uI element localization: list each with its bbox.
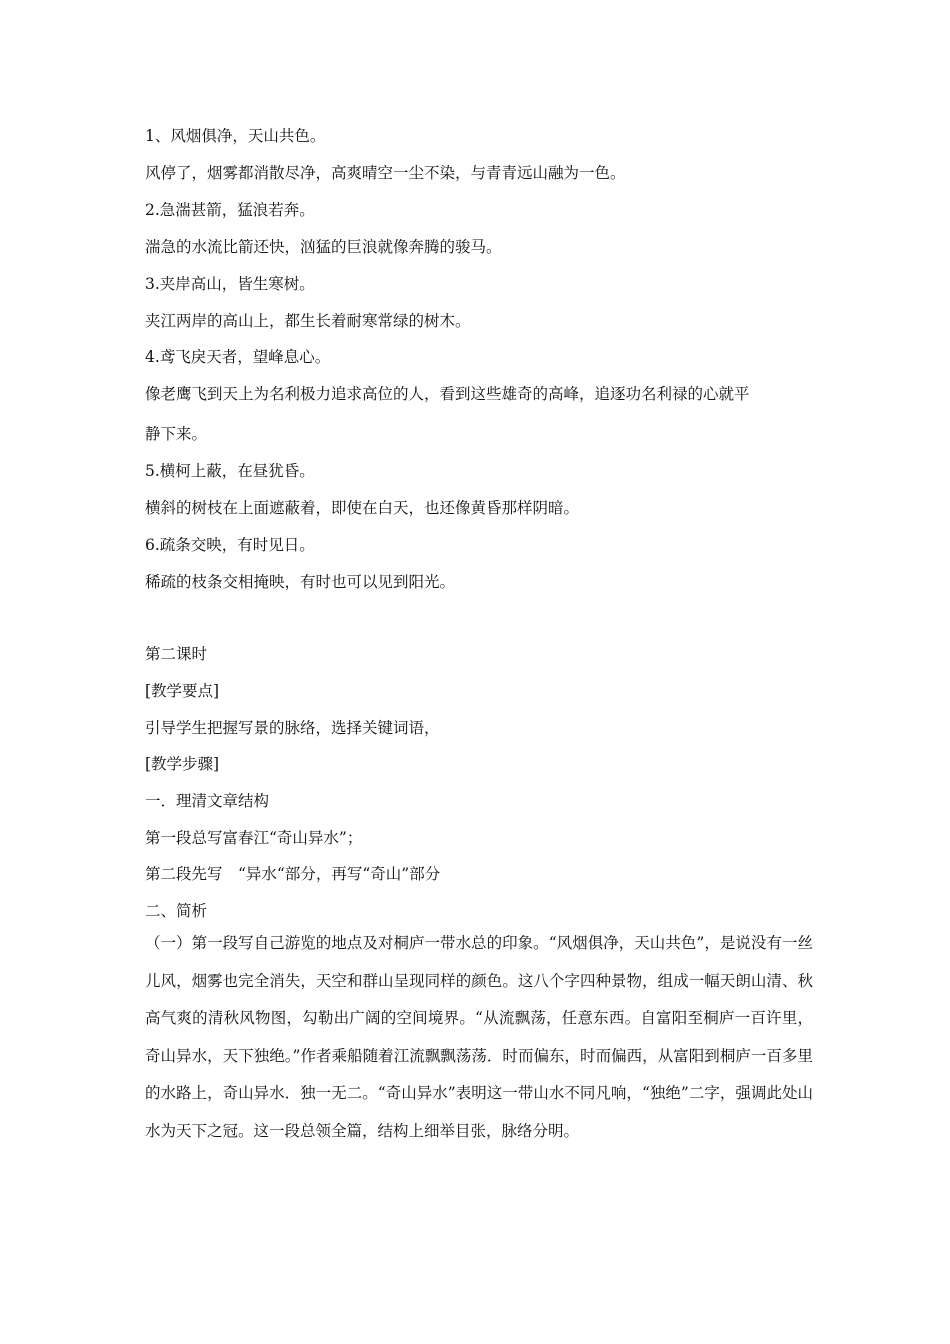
translation-4-part2: 静下来。 — [145, 425, 208, 443]
step2-heading: 二、简析 — [145, 902, 208, 920]
translation-4-part1: 像老鹰飞到天上为名利极力追求高位的人，看到这些雄奇的高峰，追逐功名利禄的心就平 — [145, 385, 750, 403]
key-points-heading: [教学要点] — [145, 682, 220, 700]
sentence-6: 6.疏条交映，有时见日。 — [145, 536, 315, 554]
translation-2: 湍急的水流比箭还快，汹猛的巨浪就像奔腾的骏马。 — [145, 238, 502, 256]
sentence-1: 1、风烟俱净，天山共色。 — [145, 127, 326, 145]
translation-6: 稀疏的枝条交相掩映，有时也可以见到阳光。 — [145, 573, 456, 591]
translation-5: 横斜的树枝在上面遮蔽着，即使在白天，也还像黄昏那样阴暗。 — [145, 499, 580, 517]
step1-heading: 一．理清文章结构 — [145, 792, 270, 810]
translation-1: 风停了，烟雾都消散尽净，高爽晴空一尘不染，与青青远山融为一色。 — [145, 164, 626, 182]
step1-line1: 第一段总写富春江“奇山异水”； — [145, 829, 363, 847]
lesson-title: 第二课时 — [145, 645, 208, 663]
analysis-paragraph: （一）第一段写自己游览的地点及对桐庐一带水总的印象。“风烟俱净，天山共色”，是说没有一丝儿风，烟雾也完全消失，天空和群山呈现同样的颜色。这八个字四种景物，组成一幅天朗山清、秋高气爽的清秋风物图，勾勒出广阔的空间境界。“从流飘荡，任意东西。自富阳至桐庐一百许里，奇山异水，天下独绝。”作者乘船随着江流飘飘荡荡．时而偏东，时而偏西，从富阳到桐庐一百多里的水路上，奇山异水．独一无二。“奇山异水”表明这一带山水不同凡响，“独绝”二字，强调此处山水为天下之冠。这一段总领全篇，结构上细举目张，脉络分明。 — [145, 934, 813, 1140]
sentence-2: 2.急湍甚箭，猛浪若奔。 — [145, 201, 315, 219]
steps-heading: [教学步骤] — [145, 755, 220, 773]
key-points-text: 引导学生把握写景的脉络，选择关键词语， — [145, 719, 440, 737]
sentence-3: 3.夹岸高山，皆生寒树。 — [145, 275, 315, 293]
sentence-5: 5.横柯上蔽，在昼犹昏。 — [145, 462, 315, 480]
step1-line2: 第二段先写 “异水“部分，再写“奇山”部分 — [145, 865, 441, 883]
sentence-4: 4.鸢飞戾天者，望峰息心。 — [145, 348, 331, 366]
translation-3: 夹江两岸的高山上，都生长着耐寒常绿的树木。 — [145, 312, 471, 330]
